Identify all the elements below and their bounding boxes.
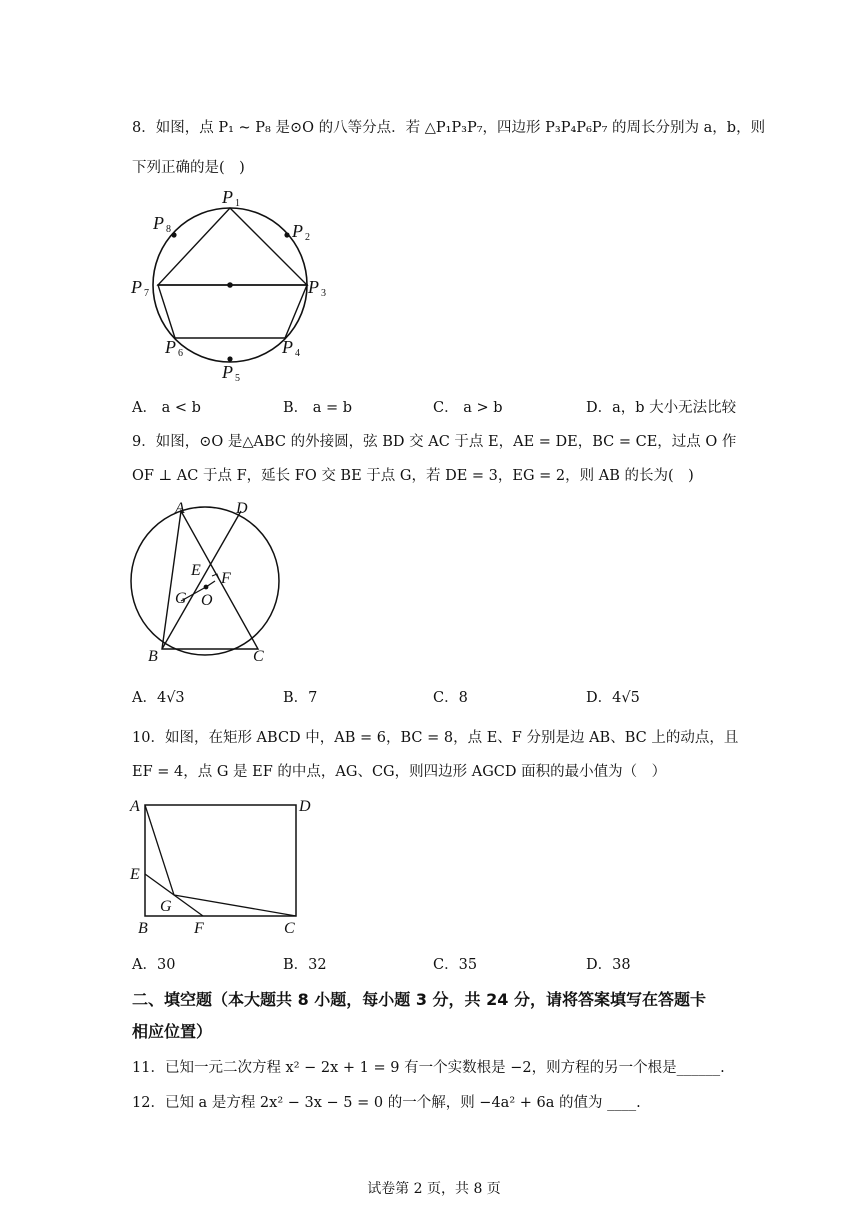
q9-circumcircle-figure <box>125 495 285 675</box>
label-b: B <box>138 920 148 937</box>
q9-stem-line2: OF ⊥ AC 于点 F，延长 FO 交 BE 于点 G，若 DE = 3，EG = 2，则 AB 的长为( ) <box>132 468 694 484</box>
label-c: C <box>284 920 295 937</box>
svg-text:1: 1 <box>235 198 240 209</box>
q10-rectangle-figure <box>125 795 325 940</box>
label-a: A <box>175 500 185 517</box>
label-c: C <box>253 648 264 665</box>
label-p1: P <box>222 187 233 207</box>
q11-stem: 11．已知一元二次方程 x² − 2x + 1 = 9 有一个实数根是 −2，则方程的另一个根是______. <box>132 1060 725 1076</box>
section-heading-line1: 二、填空题（本大题共 8 小题，每小题 3 分，共 24 分，请将答案填写在答题卡 <box>132 990 706 1009</box>
q8-octagon-circle-figure <box>125 185 345 390</box>
section-heading-line2: 相应位置） <box>132 1022 213 1041</box>
label-g: G <box>175 590 187 607</box>
q10-option-d: D．38 <box>586 957 631 973</box>
label-d: D <box>299 798 311 815</box>
label-o: O <box>201 592 213 609</box>
q10-option-c: C．35 <box>433 957 478 973</box>
label-p7: P <box>131 277 142 297</box>
label-p8: P <box>153 213 164 233</box>
label-b: B <box>148 648 158 665</box>
q8-option-a: A． a < b <box>132 400 201 416</box>
svg-text:4: 4 <box>295 348 300 359</box>
q8-option-c: C． a > b <box>433 400 503 416</box>
svg-text:5: 5 <box>235 373 240 384</box>
q9-option-a: A．4√3 <box>132 690 185 706</box>
label-d: D <box>236 500 248 517</box>
q10-option-a: A．30 <box>132 957 176 973</box>
svg-text:2: 2 <box>305 232 310 243</box>
q8-stem-line2: 下列正确的是( ) <box>132 160 245 176</box>
label-e: E <box>191 562 201 579</box>
q9-option-c: C．8 <box>433 690 468 706</box>
page-footer: 试卷第 2 页，共 8 页 <box>367 1181 501 1197</box>
q8-option-b: B． a = b <box>283 400 353 416</box>
label-p6: P <box>165 337 176 357</box>
svg-text:7: 7 <box>144 288 149 299</box>
svg-text:8: 8 <box>166 224 171 235</box>
q12-stem: 12．已知 a 是方程 2x² − 3x − 5 = 0 的一个解，则 −4a² + 6a 的值为 ____. <box>132 1095 641 1111</box>
q8-stem-line1: 8．如图，点 P₁ ~ P₈ 是⊙O 的八等分点．若 △P₁P₃P₇，四边形 P₃P₄P₆P₇ 的周长分别为 a，b，则 <box>132 120 766 136</box>
label-p2: P <box>292 221 303 241</box>
q9-option-d: D．4√5 <box>586 690 640 706</box>
label-a: A <box>130 798 140 815</box>
q8-option-d: D．a，b 大小无法比较 <box>586 400 737 416</box>
label-g: G <box>160 898 172 915</box>
q10-stem-line1: 10．如图，在矩形 ABCD 中，AB = 6，BC = 8，点 E、F 分别是边 AB、BC 上的动点，且 <box>132 730 739 746</box>
label-p4: P <box>282 337 293 357</box>
svg-text:3: 3 <box>321 288 326 299</box>
svg-text:6: 6 <box>178 348 183 359</box>
label-f: F <box>221 570 231 587</box>
q9-option-b: B．7 <box>283 690 318 706</box>
q10-option-b: B．32 <box>283 957 327 973</box>
label-e: E <box>130 866 140 883</box>
label-p5: P <box>222 362 233 382</box>
q10-stem-line2: EF = 4，点 G 是 EF 的中点，AG、CG，则四边形 AGCD 面积的最小值为（ ） <box>132 764 667 780</box>
label-p3: P <box>308 277 319 297</box>
q9-stem-line1: 9．如图，⊙O 是△ABC 的外接圆，弦 BD 交 AC 于点 E，AE = DE，BC = CE，过点 O 作 <box>132 434 737 450</box>
label-f: F <box>194 920 204 937</box>
